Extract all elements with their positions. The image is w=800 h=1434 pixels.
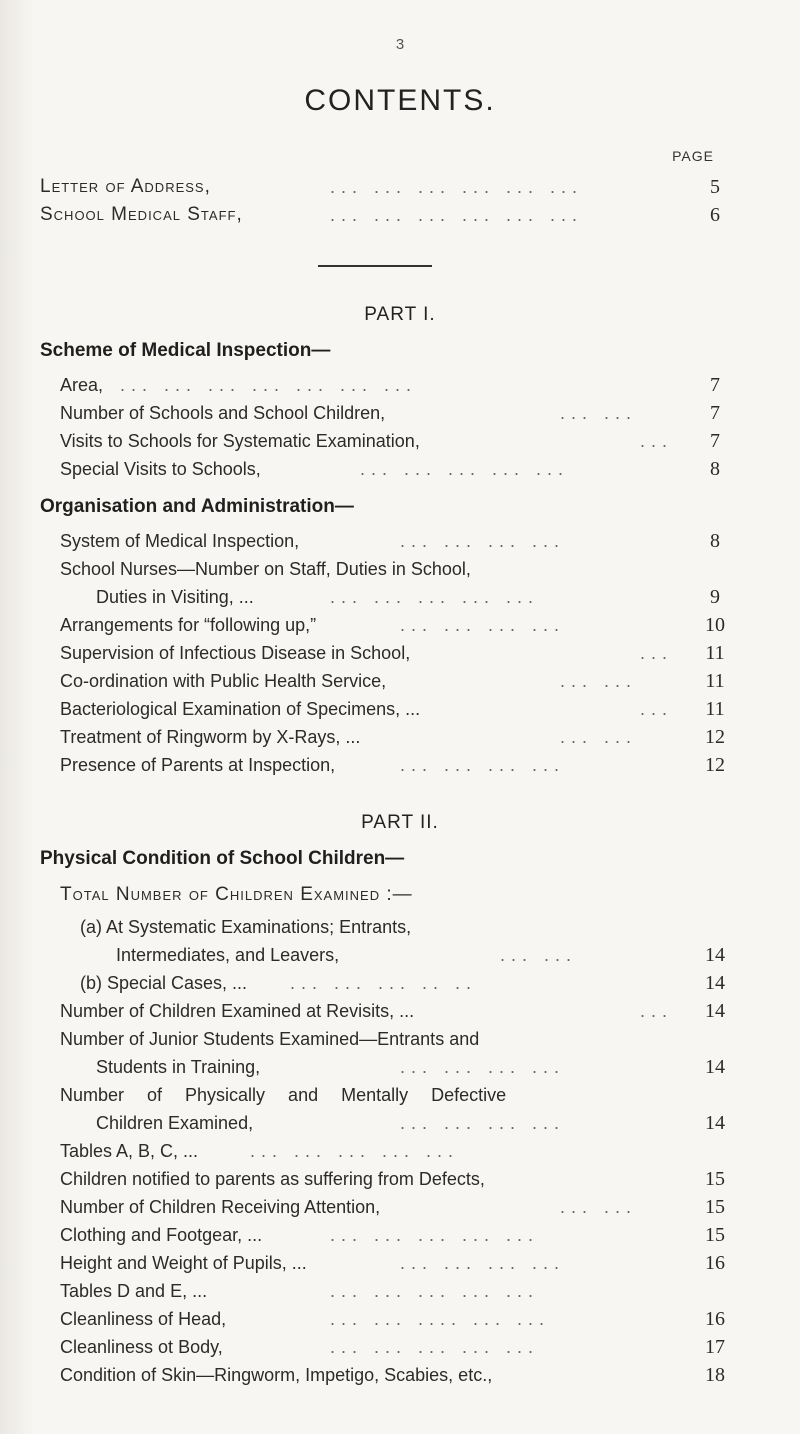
leader-dots: ... ... ... ... — [400, 1253, 566, 1273]
toc-entry-page: 7 — [710, 374, 720, 396]
toc-entry-page: 11 — [705, 642, 725, 664]
toc-entry-page: 11 — [705, 670, 725, 692]
toc-entry[interactable] — [0, 610, 800, 640]
toc-entry-page: 17 — [705, 1336, 725, 1358]
toc-entry-text: Intermediates, and Leavers, — [116, 945, 340, 965]
toc-entry[interactable] — [0, 940, 800, 970]
leader-dots: ... ... ... ... ... ... — [330, 177, 584, 197]
toc-entry-text: Supervision of Infectious Disease in School, — [60, 643, 411, 663]
toc-entry-page: 6 — [710, 204, 720, 226]
toc-entry-page: 15 — [705, 1196, 725, 1218]
toc-entry[interactable] — [0, 172, 800, 202]
leader-dots: ... — [640, 699, 674, 719]
toc-entry-page: 14 — [705, 972, 725, 994]
toc-entry[interactable] — [0, 454, 800, 484]
toc-entry[interactable] — [0, 1108, 800, 1138]
leader-dots: ... ... .... ... ... — [330, 1309, 551, 1329]
toc-entry-text: Treatment of Ringworm by X-Rays, ... — [60, 727, 361, 747]
toc-entry-page: 15 — [705, 1168, 725, 1190]
toc-entry-page: 9 — [710, 586, 720, 608]
toc-entry[interactable] — [0, 694, 800, 724]
toc-entry-text: Area, — [60, 375, 104, 395]
toc-entry-text: Number of Children Receiving Attention, — [60, 1197, 381, 1217]
toc-entry-text: Tables A, B, C, ... — [60, 1141, 199, 1161]
part-two-heading: PART II. — [361, 812, 439, 833]
toc-entry[interactable] — [0, 1052, 800, 1082]
toc-entry-text: Bacteriological Examination of Specimens, ... — [60, 699, 421, 719]
toc-entry-text: (a) At Systematic Examinations; Entrants, — [80, 917, 412, 937]
toc-entry-text: Special Visits to Schools, — [60, 459, 261, 479]
toc-entry-text: Condition of Skin—Ringworm, Impetigo, Scabies, etc., — [60, 1365, 493, 1385]
toc-entry-page: 14 — [705, 944, 725, 966]
toc-entry[interactable] — [0, 426, 800, 456]
toc-entry-page: 18 — [705, 1364, 725, 1386]
toc-entry-page: 16 — [705, 1308, 725, 1330]
toc-entry[interactable] — [0, 1024, 800, 1054]
leader-dots: ... ... ... ... ... ... — [330, 205, 584, 225]
toc-entry-text: Number of Physically and Mentally Defective — [60, 1085, 507, 1105]
leader-dots: ... ... ... .. .. — [290, 973, 478, 993]
leader-dots: ... ... ... ... ... — [360, 459, 570, 479]
toc-entry-text: Cleanliness of Head, — [60, 1309, 227, 1329]
leader-dots: ... ... ... ... — [400, 1057, 566, 1077]
toc-entry-text: Duties in Visiting, ... — [96, 587, 254, 607]
toc-entry-page: 11 — [705, 698, 725, 720]
leader-dots: ... ... ... ... ... — [330, 1337, 540, 1357]
toc-entry-page: 16 — [705, 1252, 725, 1274]
toc-entry-text: School Medical Staff, — [40, 204, 243, 225]
toc-entry[interactable] — [0, 1220, 800, 1250]
toc-entry[interactable] — [0, 912, 800, 942]
page-column-label: PAGE — [672, 148, 714, 164]
toc-entry[interactable] — [0, 968, 800, 998]
toc-entry-text: Presence of Parents at Inspection, — [60, 755, 336, 775]
toc-entry-page: 14 — [705, 1112, 725, 1134]
leader-dots: ... ... ... ... ... — [330, 587, 540, 607]
leader-dots: ... ... — [500, 945, 578, 965]
toc-entry[interactable] — [0, 1360, 800, 1390]
toc-subheading — [0, 880, 800, 910]
toc-entry-text: Number of Schools and School Children, — [60, 403, 386, 423]
toc-entry-text: Number of Children Examined at Revisits, ... — [60, 1001, 415, 1021]
toc-entry[interactable] — [0, 398, 800, 428]
leader-dots: ... ... — [560, 403, 638, 423]
toc-entry-text: Letter of Address, — [40, 176, 211, 197]
leader-dots: ... ... ... ... ... — [250, 1141, 460, 1161]
toc-entry-text: Cleanliness ot Body, — [60, 1337, 223, 1357]
leader-dots: ... ... ... ... — [400, 615, 566, 635]
toc-entry[interactable] — [0, 526, 800, 556]
toc-entry-page: 12 — [705, 754, 725, 776]
divider — [318, 265, 432, 267]
part-one-heading: PART I. — [364, 304, 436, 325]
toc-subheading-text: Total Number of Children Examined :— — [60, 884, 413, 905]
toc-entry-text: Visits to Schools for Systematic Examination, — [60, 431, 420, 451]
section-heading: Scheme of Medical Inspection— — [40, 340, 331, 361]
leader-dots: ... — [640, 643, 674, 663]
toc-entry-text: System of Medical Inspection, — [60, 531, 300, 551]
section-heading: Organisation and Administration— — [40, 496, 354, 517]
toc-entry[interactable] — [0, 200, 800, 230]
toc-entry[interactable] — [0, 1248, 800, 1278]
leader-dots: ... — [640, 431, 674, 451]
leader-dots: ... — [640, 1001, 674, 1021]
toc-entry-text: School Nurses—Number on Staff, Duties in School, — [60, 559, 471, 579]
toc-entry-page: 7 — [710, 430, 720, 452]
toc-entry[interactable] — [0, 666, 800, 696]
toc-entry[interactable] — [0, 1164, 800, 1194]
toc-entry[interactable] — [0, 722, 800, 752]
toc-entry-text: (b) Special Cases, ... — [80, 973, 248, 993]
toc-entry[interactable] — [0, 996, 800, 1026]
leader-dots: ... ... ... ... — [400, 1113, 566, 1133]
toc-entry-text: Arrangements for “following up,” — [60, 615, 317, 635]
toc-entry-page: 7 — [710, 402, 720, 424]
toc-entry-text: Tables D and E, ... — [60, 1281, 208, 1301]
toc-entry-page: 12 — [705, 726, 725, 748]
leader-dots: ... ... — [560, 671, 638, 691]
toc-entry-page: 15 — [705, 1224, 725, 1246]
section-heading: Physical Condition of School Children— — [40, 848, 405, 869]
toc-entry-page: 10 — [705, 614, 725, 636]
toc-entry-text: Students in Training, — [96, 1057, 261, 1077]
toc-entry-text: Height and Weight of Pupils, ... — [60, 1253, 307, 1273]
toc-entry[interactable] — [0, 638, 800, 668]
toc-entry[interactable] — [0, 582, 800, 612]
toc-entry-text: Children notified to parents as suffering from Defects, — [60, 1169, 485, 1189]
leader-dots: ... ... ... ... ... ... ... — [120, 375, 418, 395]
toc-entry-page: 8 — [710, 530, 720, 552]
toc-entry[interactable] — [0, 370, 800, 400]
toc-entry[interactable] — [0, 1276, 800, 1306]
toc-entry-page: 8 — [710, 458, 720, 480]
page-number: 3 — [395, 36, 405, 53]
toc-entry[interactable] — [0, 1304, 800, 1334]
leader-dots: ... ... — [560, 727, 638, 747]
leader-dots: ... ... ... ... ... — [330, 1225, 540, 1245]
toc-entry[interactable] — [0, 1080, 800, 1110]
leader-dots: ... ... — [560, 1197, 638, 1217]
leader-dots: ... ... ... ... ... — [330, 1281, 540, 1301]
toc-entry-text: Clothing and Footgear, ... — [60, 1225, 263, 1245]
toc-entry-text: Number of Junior Students Examined—Entrants and — [60, 1029, 480, 1049]
toc-entry-page: 14 — [705, 1056, 725, 1078]
toc-entry-text: Co-ordination with Public Health Service, — [60, 671, 387, 691]
toc-entry-page: 5 — [710, 176, 720, 198]
toc-entry-text: Children Examined, — [96, 1113, 254, 1133]
leader-dots: ... ... ... ... — [400, 531, 566, 551]
toc-entry[interactable] — [0, 1332, 800, 1362]
leader-dots: ... ... ... ... — [400, 755, 566, 775]
toc-entry[interactable] — [0, 750, 800, 780]
toc-entry[interactable] — [0, 1136, 800, 1166]
page-title: CONTENTS. — [304, 84, 496, 117]
toc-entry[interactable] — [0, 554, 800, 584]
toc-entry[interactable] — [0, 1192, 800, 1222]
toc-entry-page: 14 — [705, 1000, 725, 1022]
